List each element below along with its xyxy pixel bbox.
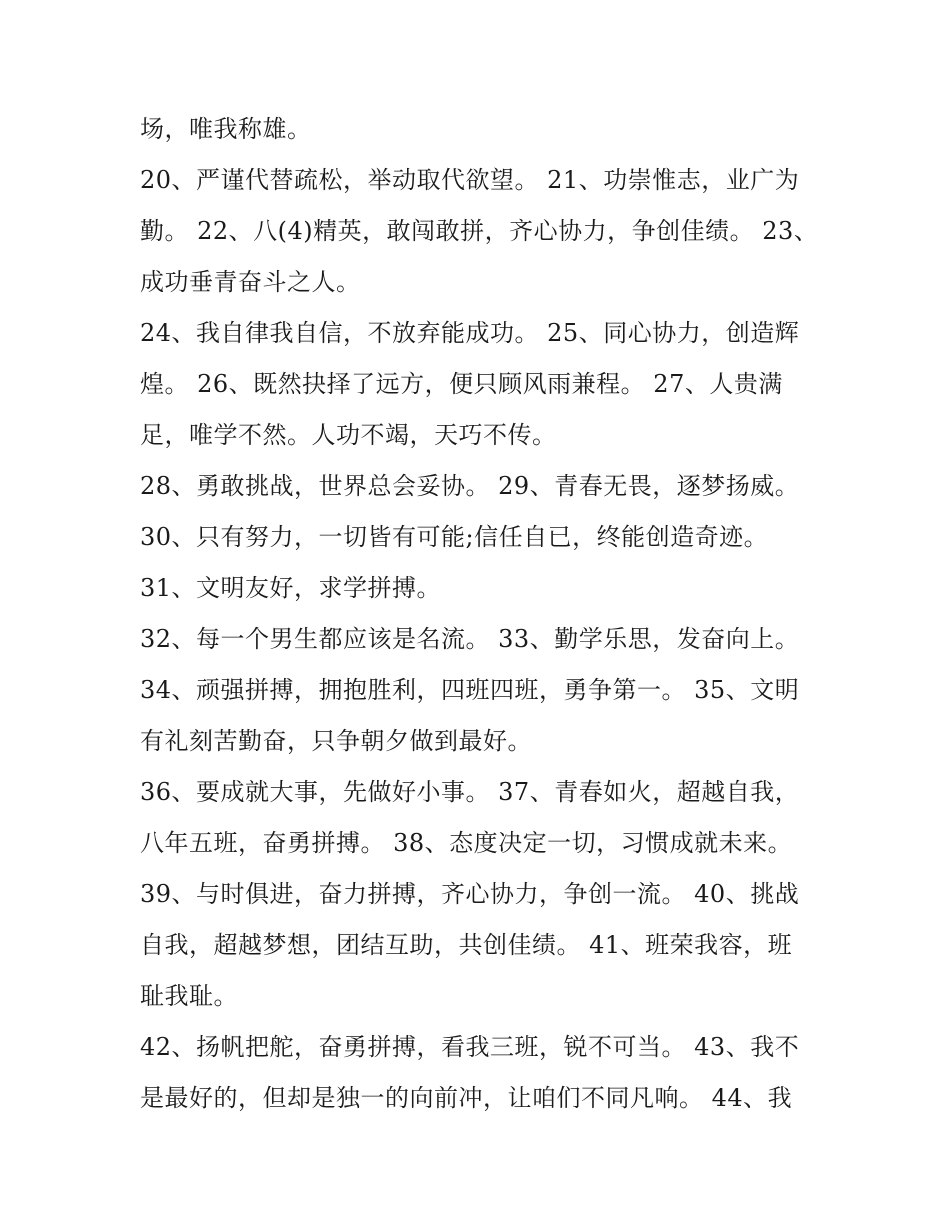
text-line: 39、与时俱进，奋力拼搏，齐心协力，争创一流。 40、挑战: [140, 880, 800, 908]
text-line: 足，唯学不然。人功不竭，天巧不传。: [140, 421, 557, 449]
text-line: 耻我耻。: [140, 982, 238, 1010]
text-line: 42、扬帆把舵，奋勇拼搏，看我三班，锐不可当。 43、我不: [140, 1033, 800, 1061]
text-line: 34、顽强拼搏，拥抱胜利，四班四班，勇争第一。 35、文明: [140, 676, 800, 704]
text-line: 自我，超越梦想，团结互助，共创佳绩。 41、班荣我容，班: [140, 931, 793, 959]
text-line: 31、文明友好，求学拼搏。: [140, 574, 442, 602]
text-line: 是最好的，但却是独一的向前冲，让咱们不同凡响。 44、我: [140, 1084, 793, 1112]
text-line: 有礼刻苦勤奋，只争朝夕做到最好。: [140, 727, 532, 755]
text-line: 成功垂青奋斗之人。: [140, 268, 361, 296]
text-line: 八年五班，奋勇拼搏。 38、态度决定一切，习惯成就未来。: [140, 829, 793, 857]
text-line: 36、要成就大事，先做好小事。 37、青春如火，超越自我，: [140, 778, 800, 806]
text-line: 28、勇敢挑战，世界总会妥协。 29、青春无畏，逐梦扬威。: [140, 472, 800, 500]
text-line: 20、严谨代替疏松，举动取代欲望。 21、功崇惟志，业广为: [140, 166, 800, 194]
text-line: 勤。 22、八(4)精英，敢闯敢拼，齐心协力，争创佳绩。 23、: [140, 217, 819, 245]
text-line: 场，唯我称雄。: [140, 115, 312, 143]
text-line: 30、只有努力，一切皆有可能;信任自已，终能创造奇迹。: [140, 523, 769, 551]
document-body: [140, 104, 819, 1124]
text-line: 煌。 26、既然抉择了远方，便只顾风雨兼程。 27、人贵满: [140, 370, 783, 398]
text-line: 24、我自律我自信，不放弃能成功。 25、同心协力，创造辉: [140, 319, 800, 347]
text-line: 32、每一个男生都应该是名流。 33、勤学乐思，发奋向上。: [140, 625, 800, 653]
